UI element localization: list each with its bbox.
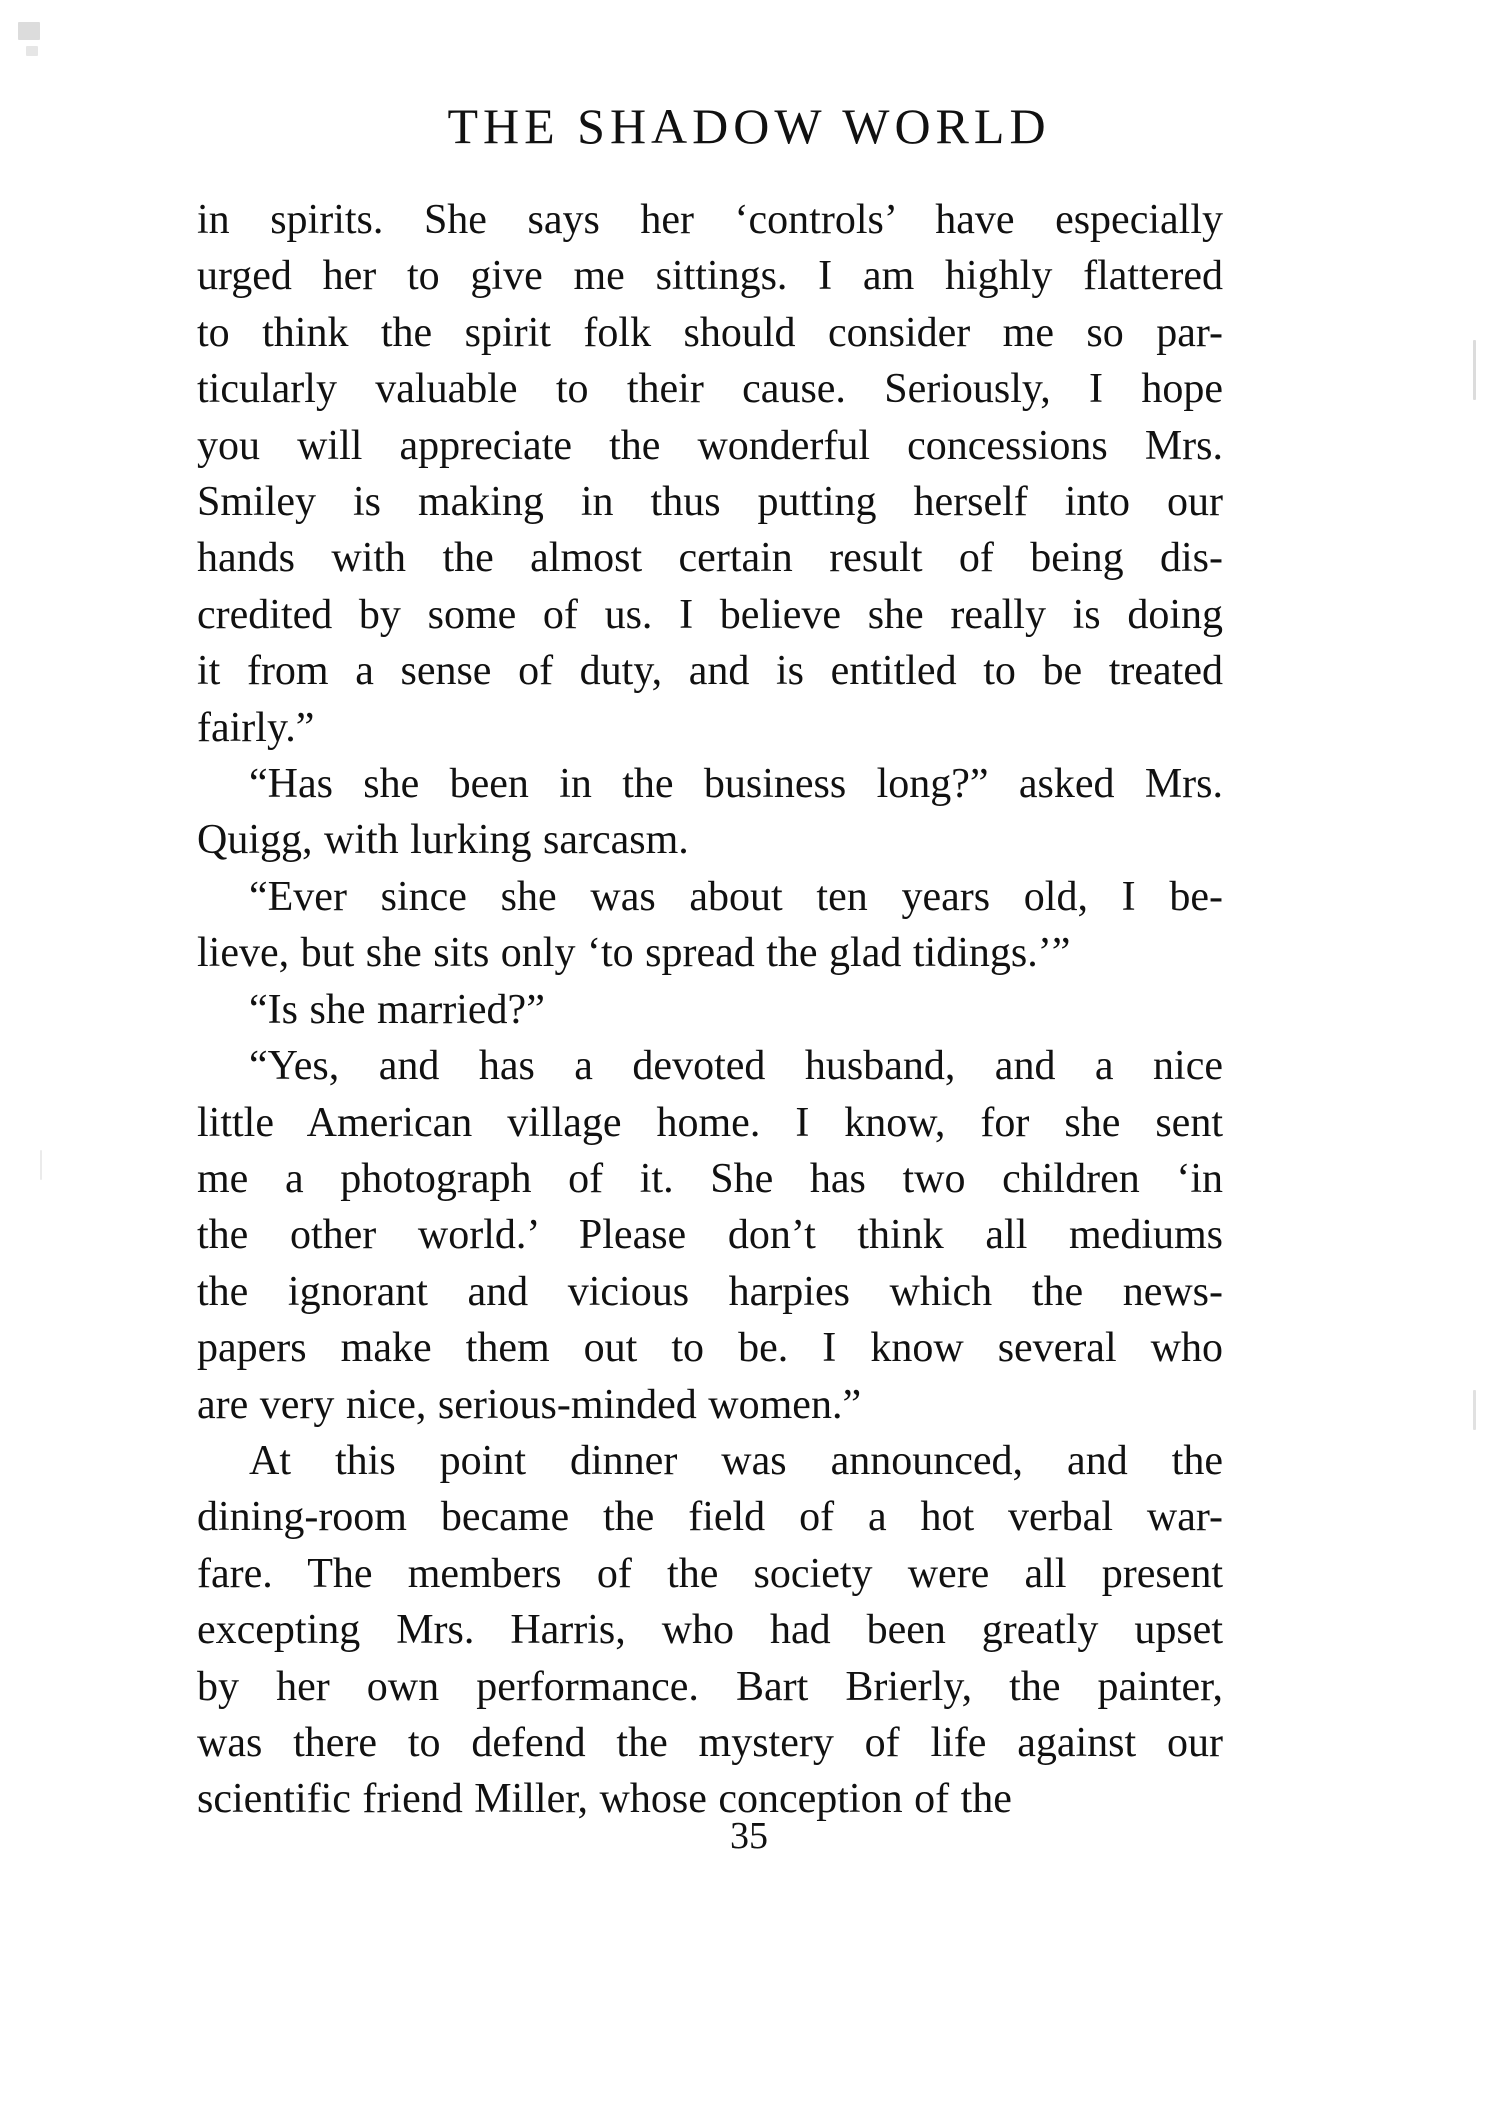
- text-line: the ignorant and vicious harpies which the news-: [197, 1268, 1223, 1315]
- text-line: it from a sense of duty, and is entitled to be treated: [197, 648, 1223, 695]
- text-line: are very nice, serious-minded women.”: [197, 1381, 862, 1428]
- text-line: fare. The members of the society were all present: [197, 1550, 1223, 1597]
- text-line: Smiley is making in thus putting herself into our: [197, 479, 1223, 526]
- running-head: THE SHADOW WORLD: [447, 98, 1051, 154]
- text-line: lieve, but she sits only ‘to spread the glad tidings.’”: [197, 930, 1071, 977]
- text-line: in spirits. She says her ‘controls’ have especially: [197, 197, 1223, 243]
- text-line: by her own performance. Bart Brierly, the painter,: [197, 1663, 1223, 1710]
- text-line: papers make them out to be. I know several who: [197, 1325, 1223, 1372]
- text-line: Quigg, with lurking sarcasm.: [197, 817, 689, 864]
- scan-speck: [1473, 340, 1476, 400]
- text-line: “Yes, and has a devoted husband, and a nice: [249, 1043, 1223, 1090]
- scan-speck: [1473, 1390, 1476, 1430]
- text-line: “Ever since she was about ten years old, I be-: [249, 873, 1223, 920]
- scan-speck: [40, 1150, 42, 1180]
- text-line: the other world.’ Please don’t think all mediums: [197, 1212, 1223, 1259]
- text-line: scientific friend Miller, whose conception of the: [197, 1776, 1012, 1823]
- scan-speck: [26, 46, 38, 56]
- text-line: At this point dinner was announced, and the: [249, 1437, 1223, 1484]
- text-line: little American village home. I know, for she sent: [197, 1099, 1223, 1146]
- text-line: hands with the almost certain result of being dis-: [197, 535, 1223, 582]
- text-line: was there to defend the mystery of life against our: [197, 1719, 1223, 1766]
- text-line: dining-room became the field of a hot verbal war-: [197, 1494, 1223, 1541]
- text-line: excepting Mrs. Harris, who had been greatly upset: [197, 1607, 1223, 1654]
- text-line: urged her to give me sittings. I am highly flattered: [197, 253, 1223, 300]
- body-text: [197, 192, 1223, 1828]
- text-line: you will appreciate the wonderful concessions Mrs.: [197, 422, 1223, 469]
- page-number: 35: [730, 1815, 768, 1857]
- scan-speck: [18, 22, 40, 40]
- text-line: fairly.”: [197, 704, 315, 751]
- text-line: me a photograph of it. She has two children ‘in: [197, 1155, 1223, 1202]
- text-line: credited by some of us. I believe she really is doing: [197, 591, 1223, 638]
- text-line: to think the spirit folk should consider me so par-: [197, 309, 1223, 356]
- text-line: “Has she been in the business long?” asked Mrs.: [249, 761, 1223, 808]
- text-line: “Is she married?”: [249, 986, 545, 1033]
- text-line: ticularly valuable to their cause. Seriously, I hope: [197, 366, 1223, 413]
